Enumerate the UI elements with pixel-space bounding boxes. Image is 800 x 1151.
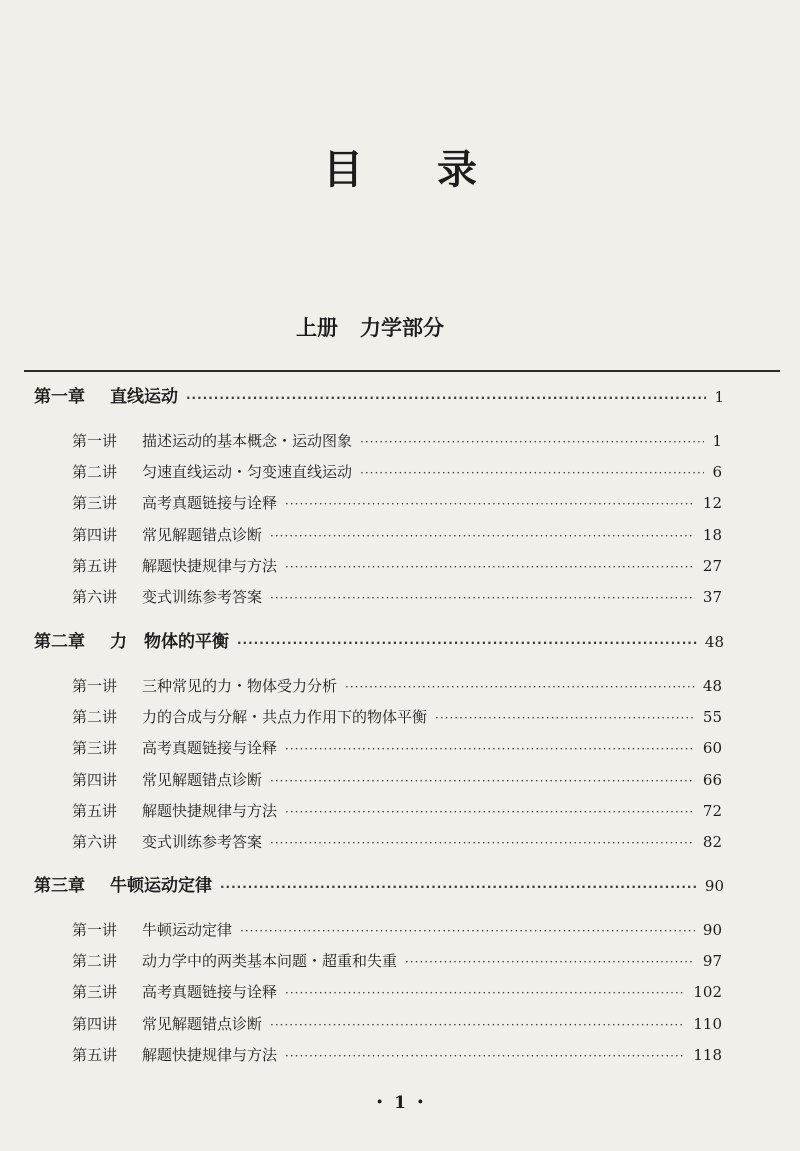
toc-lesson-row[interactable] [72,831,722,852]
divider-line [24,370,780,372]
part-name: 力学部分 [360,316,444,340]
lesson-number: 第四讲 [72,1014,118,1033]
lesson-number: 第四讲 [72,525,118,544]
dot-leader [270,1018,685,1032]
lesson-page: 102 [693,983,722,1002]
lesson-page: 55 [702,708,722,727]
lesson-title: 动力学中的两类基本问题・超重和失重 [142,952,398,971]
dot-leader [360,435,704,449]
dot-leader [360,466,704,480]
lesson-number: 第一讲 [72,677,118,695]
lesson-title: 解题快捷规律与方法 [142,801,278,820]
lesson-title: 变式训练参考答案 [142,833,263,851]
lesson-number: 第二讲 [72,952,118,971]
toc-chapter-row[interactable] [34,627,724,652]
toc-lesson-row[interactable] [72,981,722,1002]
toc-lesson-row[interactable] [72,555,722,576]
lesson-number: 第三讲 [72,983,118,1002]
toc-lesson-row[interactable] [72,769,722,790]
toc-chapter-row[interactable] [34,871,724,896]
toc-lesson-row[interactable] [72,586,722,607]
dot-leader [285,986,685,1000]
toc-lesson-row[interactable] [72,430,722,451]
lesson-page: 82 [702,833,722,851]
dot-leader [285,742,695,756]
part-heading [0,312,740,342]
lesson-title: 解题快捷规律与方法 [142,1045,278,1064]
dot-leader [220,880,697,894]
chapter-title: 直线运动 [110,387,178,407]
dot-leader [285,1049,685,1063]
lesson-number: 第二讲 [72,463,118,482]
lesson-title: 描述运动的基本概念・运动图象 [142,432,353,450]
lesson-number: 第四讲 [72,770,118,789]
lesson-title: 解题快捷规律与方法 [142,556,278,575]
toc-lesson-row[interactable] [72,737,722,758]
lesson-title: 变式训练参考答案 [142,588,263,606]
toc-lesson-row[interactable] [72,461,722,482]
lesson-page: 110 [693,1014,722,1033]
dot-leader [285,560,695,574]
lesson-number: 第五讲 [72,556,118,575]
lesson-page: 48 [702,677,722,695]
chapter-number: 第二章 [34,632,85,652]
lesson-title: 常见解题错点诊断 [142,1014,263,1033]
dot-leader [270,529,695,543]
dot-leader [270,836,695,850]
toc-lesson-row[interactable] [72,1044,722,1065]
lesson-page: 97 [702,952,722,971]
dot-leader [435,711,695,725]
chapter-title: 力 物体的平衡 [110,632,229,652]
lesson-title: 匀速直线运动・匀变速直线运动 [142,463,353,482]
lesson-page: 118 [693,1045,722,1064]
lesson-page: 90 [702,921,722,939]
lesson-title: 常见解题错点诊断 [142,770,263,789]
lesson-title: 高考真题链接与诠释 [142,983,278,1002]
dot-leader [285,805,695,819]
lesson-page: 27 [702,556,722,575]
lesson-page: 37 [702,588,722,606]
dot-leader [270,591,695,605]
lesson-number: 第一讲 [72,921,118,939]
toc-lesson-row[interactable] [72,675,722,696]
lesson-title: 高考真题链接与诠释 [142,494,278,513]
lesson-number: 第六讲 [72,833,118,851]
lesson-number: 第一讲 [72,432,118,450]
dot-leader [270,774,695,788]
dot-leader [345,680,695,694]
lesson-title: 三种常见的力・物体受力分析 [142,677,338,695]
chapter-number: 第三章 [34,876,85,896]
lesson-page: 72 [702,801,722,820]
lesson-title: 牛顿运动定律 [142,921,233,939]
lesson-page: 6 [712,463,722,482]
toc-lesson-row[interactable] [72,706,722,727]
lesson-page: 18 [702,525,722,544]
lesson-title: 常见解题错点诊断 [142,525,263,544]
toc-lesson-row[interactable] [72,950,722,971]
lesson-number: 第三讲 [72,739,118,758]
dot-leader [186,391,706,405]
lesson-page: 66 [702,770,722,789]
lesson-number: 第五讲 [72,801,118,820]
lesson-number: 第二讲 [72,708,118,727]
toc-chapter-row[interactable] [34,382,724,407]
lesson-page: 12 [702,494,722,513]
page-title: 目 录 [323,147,507,193]
dot-leader [240,924,695,938]
chapter-number: 第一章 [34,387,85,407]
chapter-page: 48 [704,633,724,651]
lesson-number: 第六讲 [72,588,118,606]
lesson-page: 1 [712,432,722,450]
lesson-title: 高考真题链接与诠释 [142,739,278,758]
chapter-page: 1 [714,388,724,406]
toc-lesson-row[interactable] [72,524,722,545]
toc-lesson-row[interactable] [72,1013,722,1034]
dot-leader [405,955,695,969]
toc-lesson-row[interactable] [72,492,722,513]
dot-leader [285,497,695,511]
chapter-page: 90 [704,877,724,895]
part-label: 上册 [296,316,338,340]
lesson-number: 第五讲 [72,1045,118,1064]
page-number: ・ 1 ・ [371,1093,429,1113]
chapter-title: 牛顿运动定律 [110,876,212,896]
toc-lesson-row[interactable] [72,919,722,940]
toc-lesson-row[interactable] [72,800,722,821]
lesson-number: 第三讲 [72,494,118,513]
lesson-page: 60 [702,739,722,758]
dot-leader [237,636,697,650]
lesson-title: 力的合成与分解・共点力作用下的物体平衡 [142,708,428,727]
